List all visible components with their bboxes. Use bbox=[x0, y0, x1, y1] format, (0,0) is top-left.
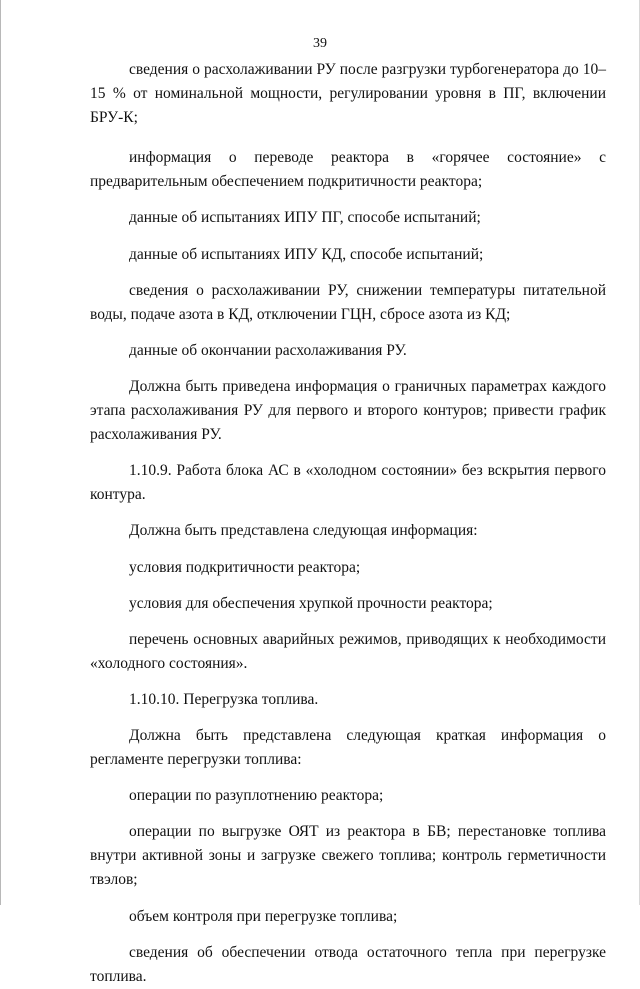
paragraph: сведения о расхолаживании РУ после разгрузки турбогенератора до 10–15 % от номинальной мощности, регулировании уровня в ПГ, включении БРУ-К; bbox=[90, 61, 606, 127]
page-number: 39 bbox=[313, 36, 327, 51]
paragraph: перечень основных аварийных режимов, приводящих к необходимости «холодного состояния». bbox=[90, 630, 606, 672]
paragraph: Должна быть приведена информация о граничных параметрах каждого этапа расхолаживания РУ для первого и второго контуров; привести график расхолаживания РУ. bbox=[90, 377, 606, 444]
paragraph: условия подкритичности реактора; bbox=[129, 558, 361, 576]
paragraph: данные об окончании расхолаживания РУ. bbox=[129, 341, 407, 359]
paragraph: Должна быть представлена следующая информация: bbox=[129, 522, 478, 540]
paragraph: условия для обеспечения хрупкой прочности реактора; bbox=[129, 594, 493, 612]
paragraph: 1.10.10. Перегрузка топлива. bbox=[129, 690, 319, 708]
paragraph: 1.10.9. Работа блока АС в «холодном состоянии» без вскрытия первого контура. bbox=[90, 462, 606, 504]
paragraph: данные об испытаниях ИПУ ПГ, способе испытаний; bbox=[129, 209, 481, 227]
paragraph: Должна быть представлена следующая краткая информация о регламенте перегрузки топлива: bbox=[90, 726, 606, 769]
document-body bbox=[90, 58, 606, 989]
paragraph: сведения о расхолаживании РУ, снижении температуры питательной воды, подаче азота в КД, отключении ГЦН, сбросе азота из КД; bbox=[90, 281, 606, 323]
paragraph: данные об испытаниях ИПУ КД, способе испытаний; bbox=[129, 245, 484, 263]
paragraph: объем контроля при перегрузке топлива; bbox=[129, 907, 398, 925]
paragraph: операции по выгрузке ОЯТ из реактора в БВ; перестановке топлива внутри активной зоны и загрузке свежего топлива; контроль герметичности твэлов; bbox=[90, 823, 606, 889]
paragraph: операции по разуплотнению реактора; bbox=[129, 787, 384, 805]
paragraph: сведения об обеспечении отвода остаточного тепла при перегрузке топлива. bbox=[90, 943, 606, 985]
paragraph: информация о переводе реактора в «горячее состояние» с предварительным обеспечением подкритичности реактора; bbox=[90, 149, 606, 191]
